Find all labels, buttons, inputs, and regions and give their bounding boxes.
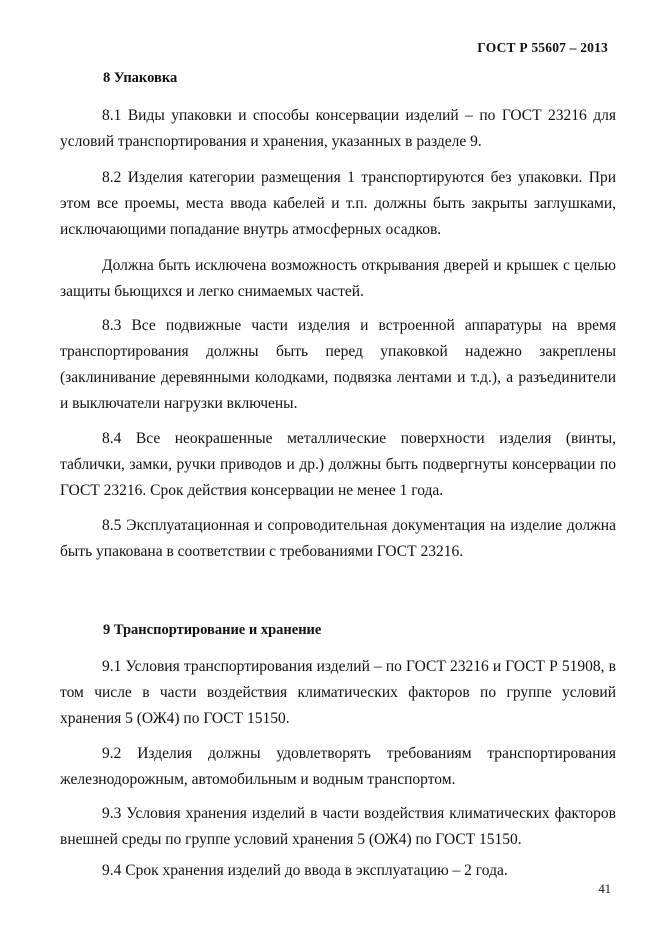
paragraph-8-5: 8.5 Эксплуатационная и сопроводительная документация на изделие должна быть упакована в соответствии с требованиями ГОСТ 23216. [60,517,616,560]
paragraph-9-4: 9.4 Срок хранения изделий до ввода в эксплуатацию – 2 года. [102,862,508,879]
paragraph-8-1: 8.1 Виды упаковки и способы консервации изделий – по ГОСТ 23216 для условий транспортирования и хранения, указанных в разделе 9. [60,107,616,150]
paragraph-8-2-continued: Должна быть исключена возможность открывания дверей и крышек с целью защиты бьющихся и легко снимаемых частей. [60,257,616,300]
paragraph-8-3: 8.3 Все подвижные части изделия и встроенной аппаратуры на время транспортирования должны быть перед упаковкой надежно закреплены (заклинивание деревянными колодками, подвязка лентами и т.д.), а разъединители и выключатели нагрузки включены. [60,317,616,412]
paragraph-9-1: 9.1 Условия транспортирования изделий – по ГОСТ 23216 и ГОСТ Р 51908, в том числе в части воздействия климатических факторов по группе условий хранения 5 (ОЖ4) по ГОСТ 15150. [60,658,616,727]
page-number: 41 [598,882,611,896]
paragraph-9-2: 9.2 Изделия должны удовлетворять требованиям транспортирования железнодорожным, автомобильным и водным транспортом. [60,745,616,788]
paragraph-9-3: 9.3 Условия хранения изделий в части воздействия климатических факторов внешней среды по группе условий хранения 5 (ОЖ4) по ГОСТ 15150. [60,805,616,848]
paragraph-8-2: 8.2 Изделия категории размещения 1 транспортируются без упаковки. При этом все проемы, места ввода кабелей и т.п. должны быть закрыты заглушками, исключающими попадание внутрь атмосферных осадков. [60,169,616,238]
document-code-header: ГОСТ Р 55607 – 2013 [477,40,608,55]
section-9-title: 9 Транспортирование и хранение [103,622,322,638]
section-8-title: 8 Упаковка [103,70,178,86]
paragraph-8-4: 8.4 Все неокрашенные металлические поверхности изделия (винты, таблички, замки, ручки приводов и др.) должны быть подвергнуты консервации по ГОСТ 23216. Срок действия консервации не менее 1 года. [60,430,616,499]
